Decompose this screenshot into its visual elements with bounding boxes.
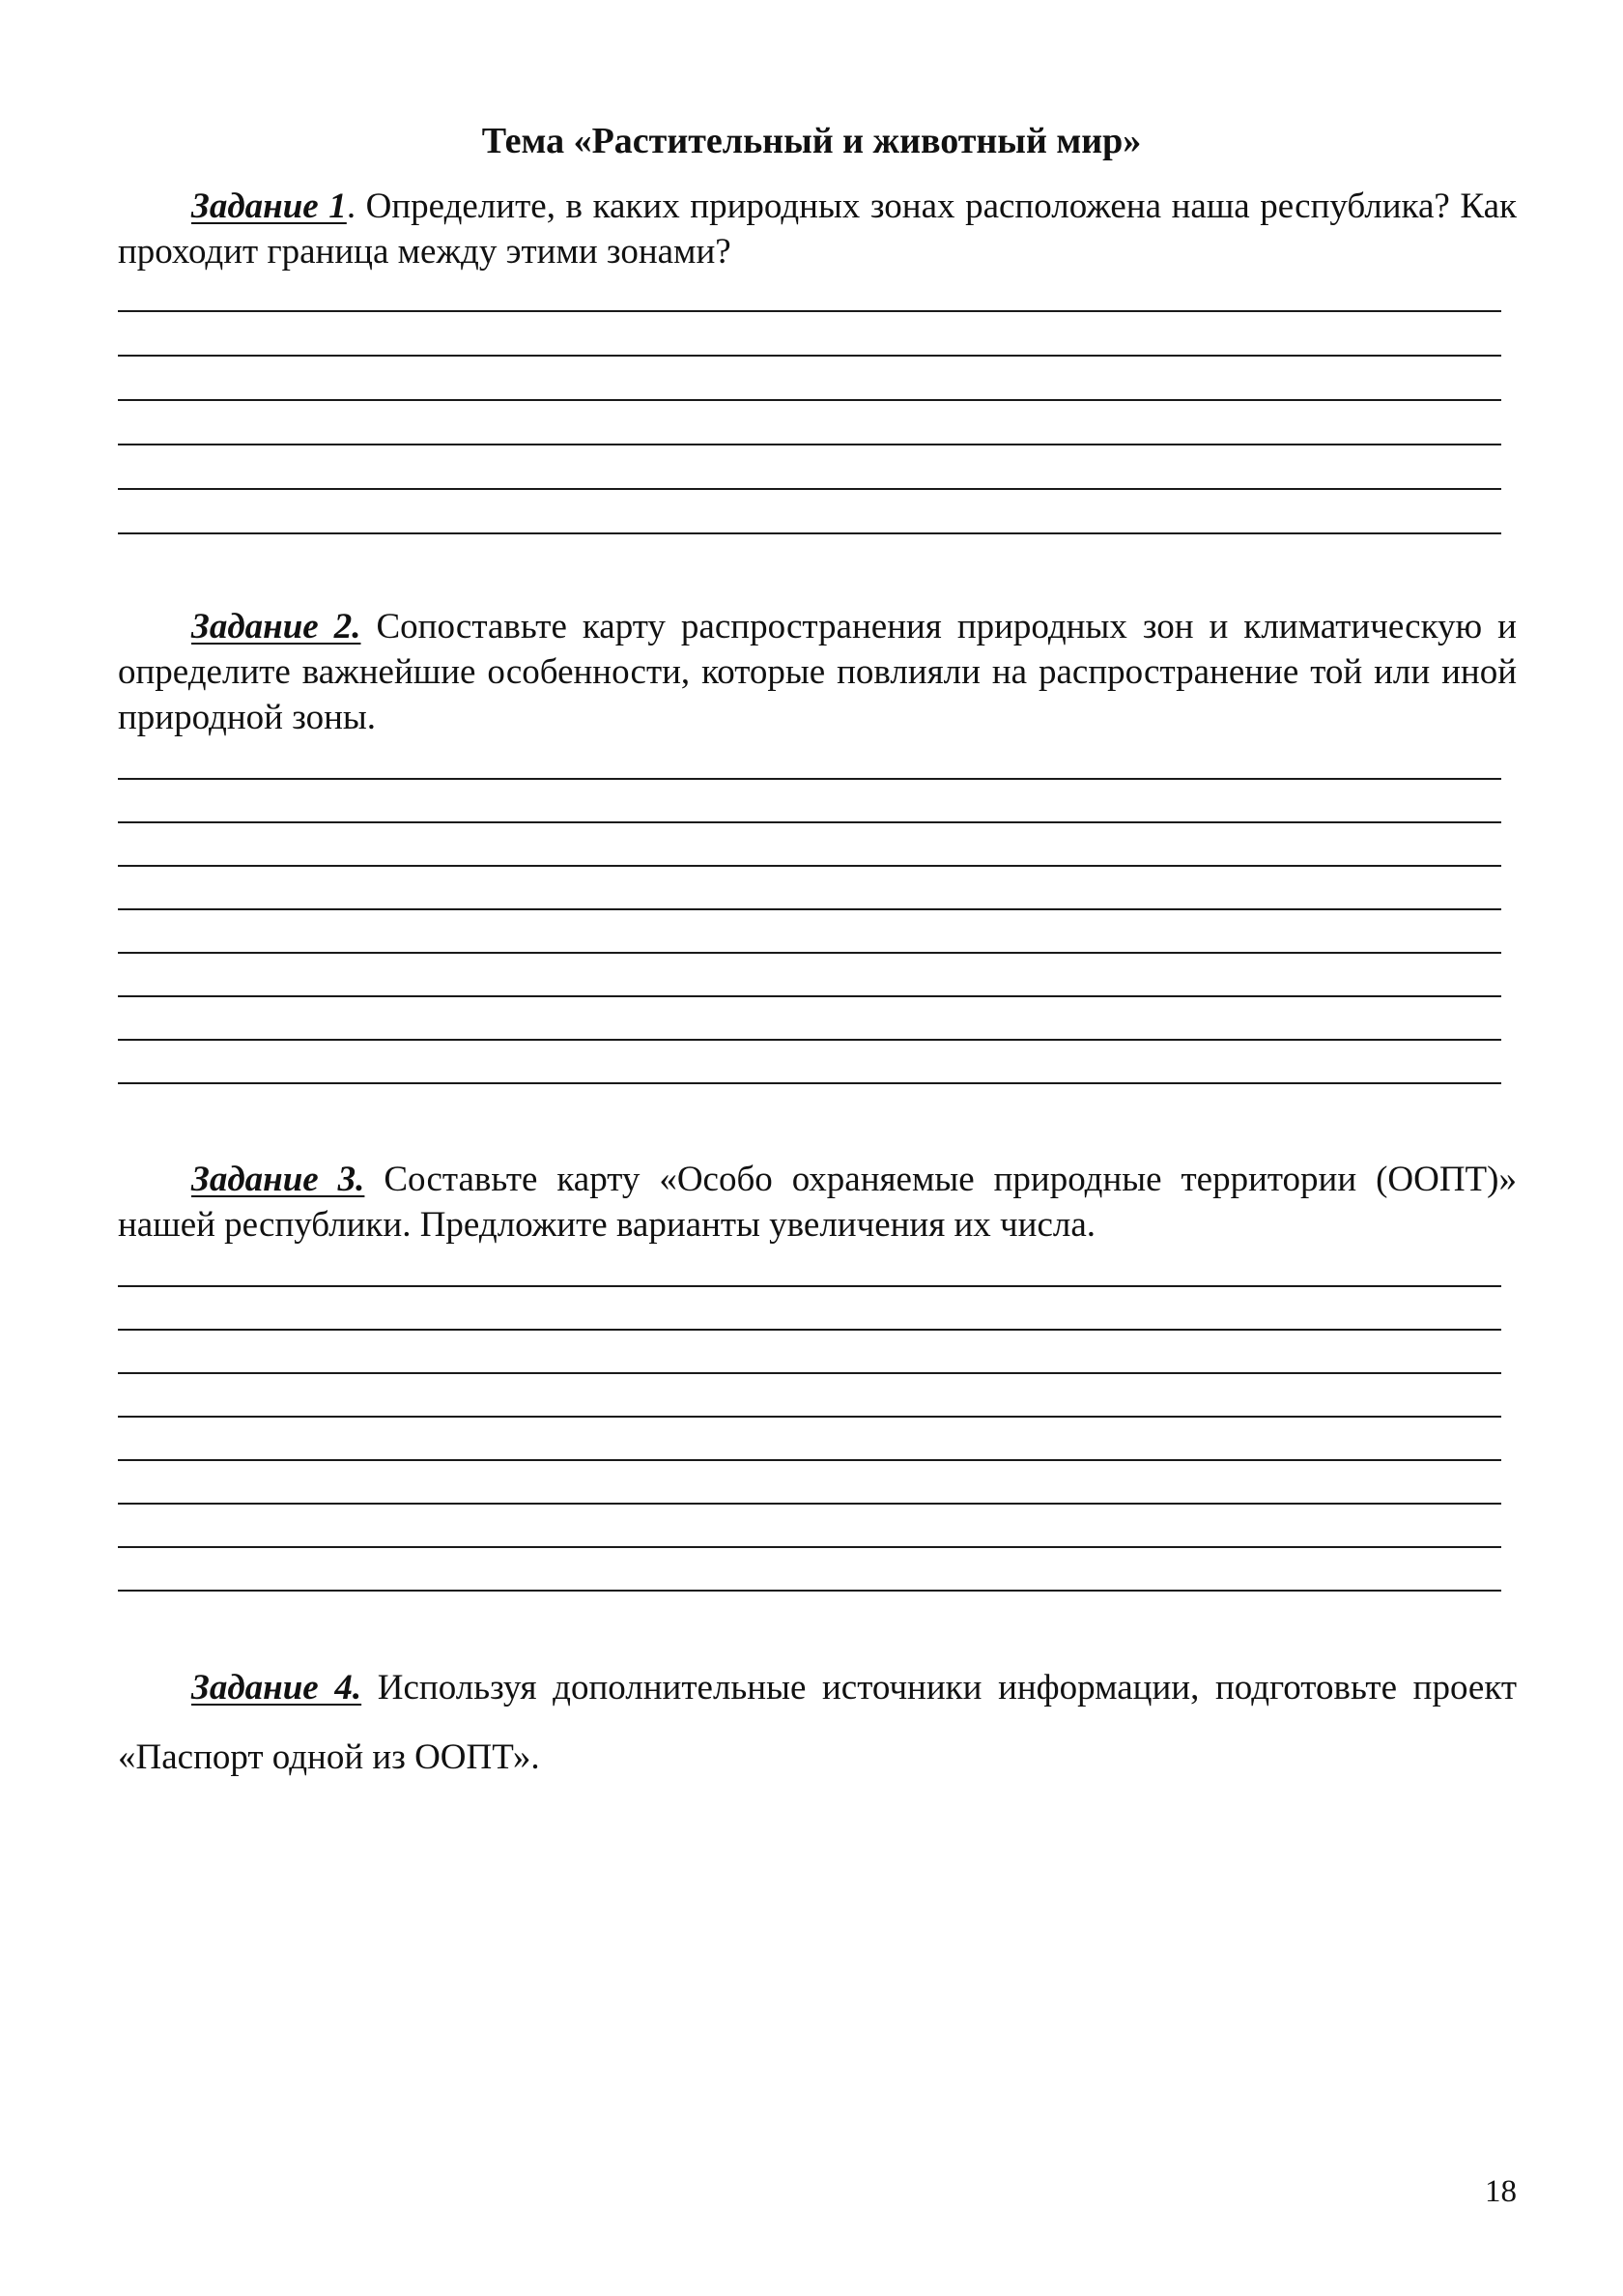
task-3-text: Составьте карту «Особо охраняемые природные территории (ООПТ)» нашей республики. Предложите варианты увеличения их числа. xyxy=(118,1160,1517,1245)
answer-line[interactable] xyxy=(118,1459,1501,1461)
answer-line[interactable] xyxy=(118,1546,1501,1548)
task-2-label: Задание 2. xyxy=(191,607,361,646)
answer-line[interactable] xyxy=(118,865,1501,867)
task-2-text: Сопоставьте карту распространения природных зон и климатическую и определите важнейшие особенности, которые повлияли на распространение той или иной природной зоны. xyxy=(118,607,1517,737)
task-3 xyxy=(118,1157,1517,1248)
answer-line[interactable] xyxy=(118,488,1501,490)
answer-line[interactable] xyxy=(118,778,1501,780)
answer-line[interactable] xyxy=(118,821,1501,823)
page-title: Тема «Растительный и животный мир» xyxy=(481,121,1142,161)
answer-line[interactable] xyxy=(118,1590,1501,1592)
answer-line[interactable] xyxy=(118,1285,1501,1287)
answer-line[interactable] xyxy=(118,1416,1501,1418)
answer-line[interactable] xyxy=(118,1503,1501,1505)
task-1-text: Определите, в каких природных зонах расположена наша республика? Как проходит граница между этими зонами? xyxy=(118,187,1517,272)
answer-line[interactable] xyxy=(118,532,1501,534)
answer-line[interactable] xyxy=(118,952,1501,954)
answer-line[interactable] xyxy=(118,1372,1501,1374)
answer-line[interactable] xyxy=(118,444,1501,445)
task-1-label: Задание 1 xyxy=(191,187,347,226)
task-3-label: Задание 3. xyxy=(191,1160,365,1199)
task-1-separator: . xyxy=(346,187,356,226)
task-1 xyxy=(118,184,1517,274)
task-4-label: Задание 4. xyxy=(191,1668,362,1708)
task-2 xyxy=(118,604,1517,740)
answer-line[interactable] xyxy=(118,1039,1501,1041)
task-4 xyxy=(118,1653,1517,1793)
answer-line[interactable] xyxy=(118,908,1501,910)
answer-line[interactable] xyxy=(118,310,1501,312)
answer-line[interactable] xyxy=(118,399,1501,401)
answer-line[interactable] xyxy=(118,1082,1501,1084)
task-4-text: Используя дополнительные источники информации, подготовьте проект «Паспорт одной из ООПТ». xyxy=(118,1668,1517,1777)
answer-line[interactable] xyxy=(118,1329,1501,1331)
answer-line[interactable] xyxy=(118,355,1501,357)
answer-line[interactable] xyxy=(118,995,1501,997)
page-number: 18 xyxy=(1485,2174,1517,2209)
